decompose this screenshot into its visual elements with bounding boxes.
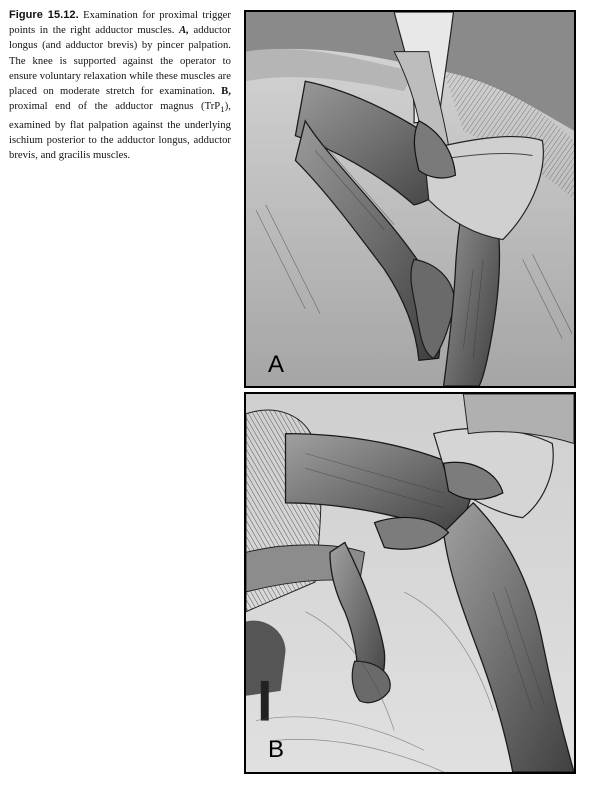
illustration-panel-a [244,10,576,388]
caption-text-3: proximal end of the adductor magnus (TrP [9,101,221,113]
caption-label-b: B, [221,86,231,98]
figure-label: Figure 15.12. [9,9,79,21]
caption-text-4: ), examined by flat palpation against the underlying ischium posterior to the adductor longus, adductor brevis, and gracilis muscles. [9,101,231,161]
caption-label-a: A, [179,25,189,37]
caption-text-1: Examination for proximal trigger points in the right adductor muscles. [9,10,232,37]
caption-subscript: 1 [220,104,225,115]
panel-letter-a: A [268,351,285,378]
figure-caption [9,8,231,163]
illustration-panel-b [244,392,576,774]
illustration-b-drawing [246,394,574,772]
panel-letter-b: B [268,736,285,763]
caption-text-2: adductor longus (and adductor brevis) by pincer palpation. The knee is supported against the operator to ensure voluntary relaxation while these muscles are placed on moderate stretch for examination. [9,25,231,98]
illustration-a-drawing [246,12,574,386]
